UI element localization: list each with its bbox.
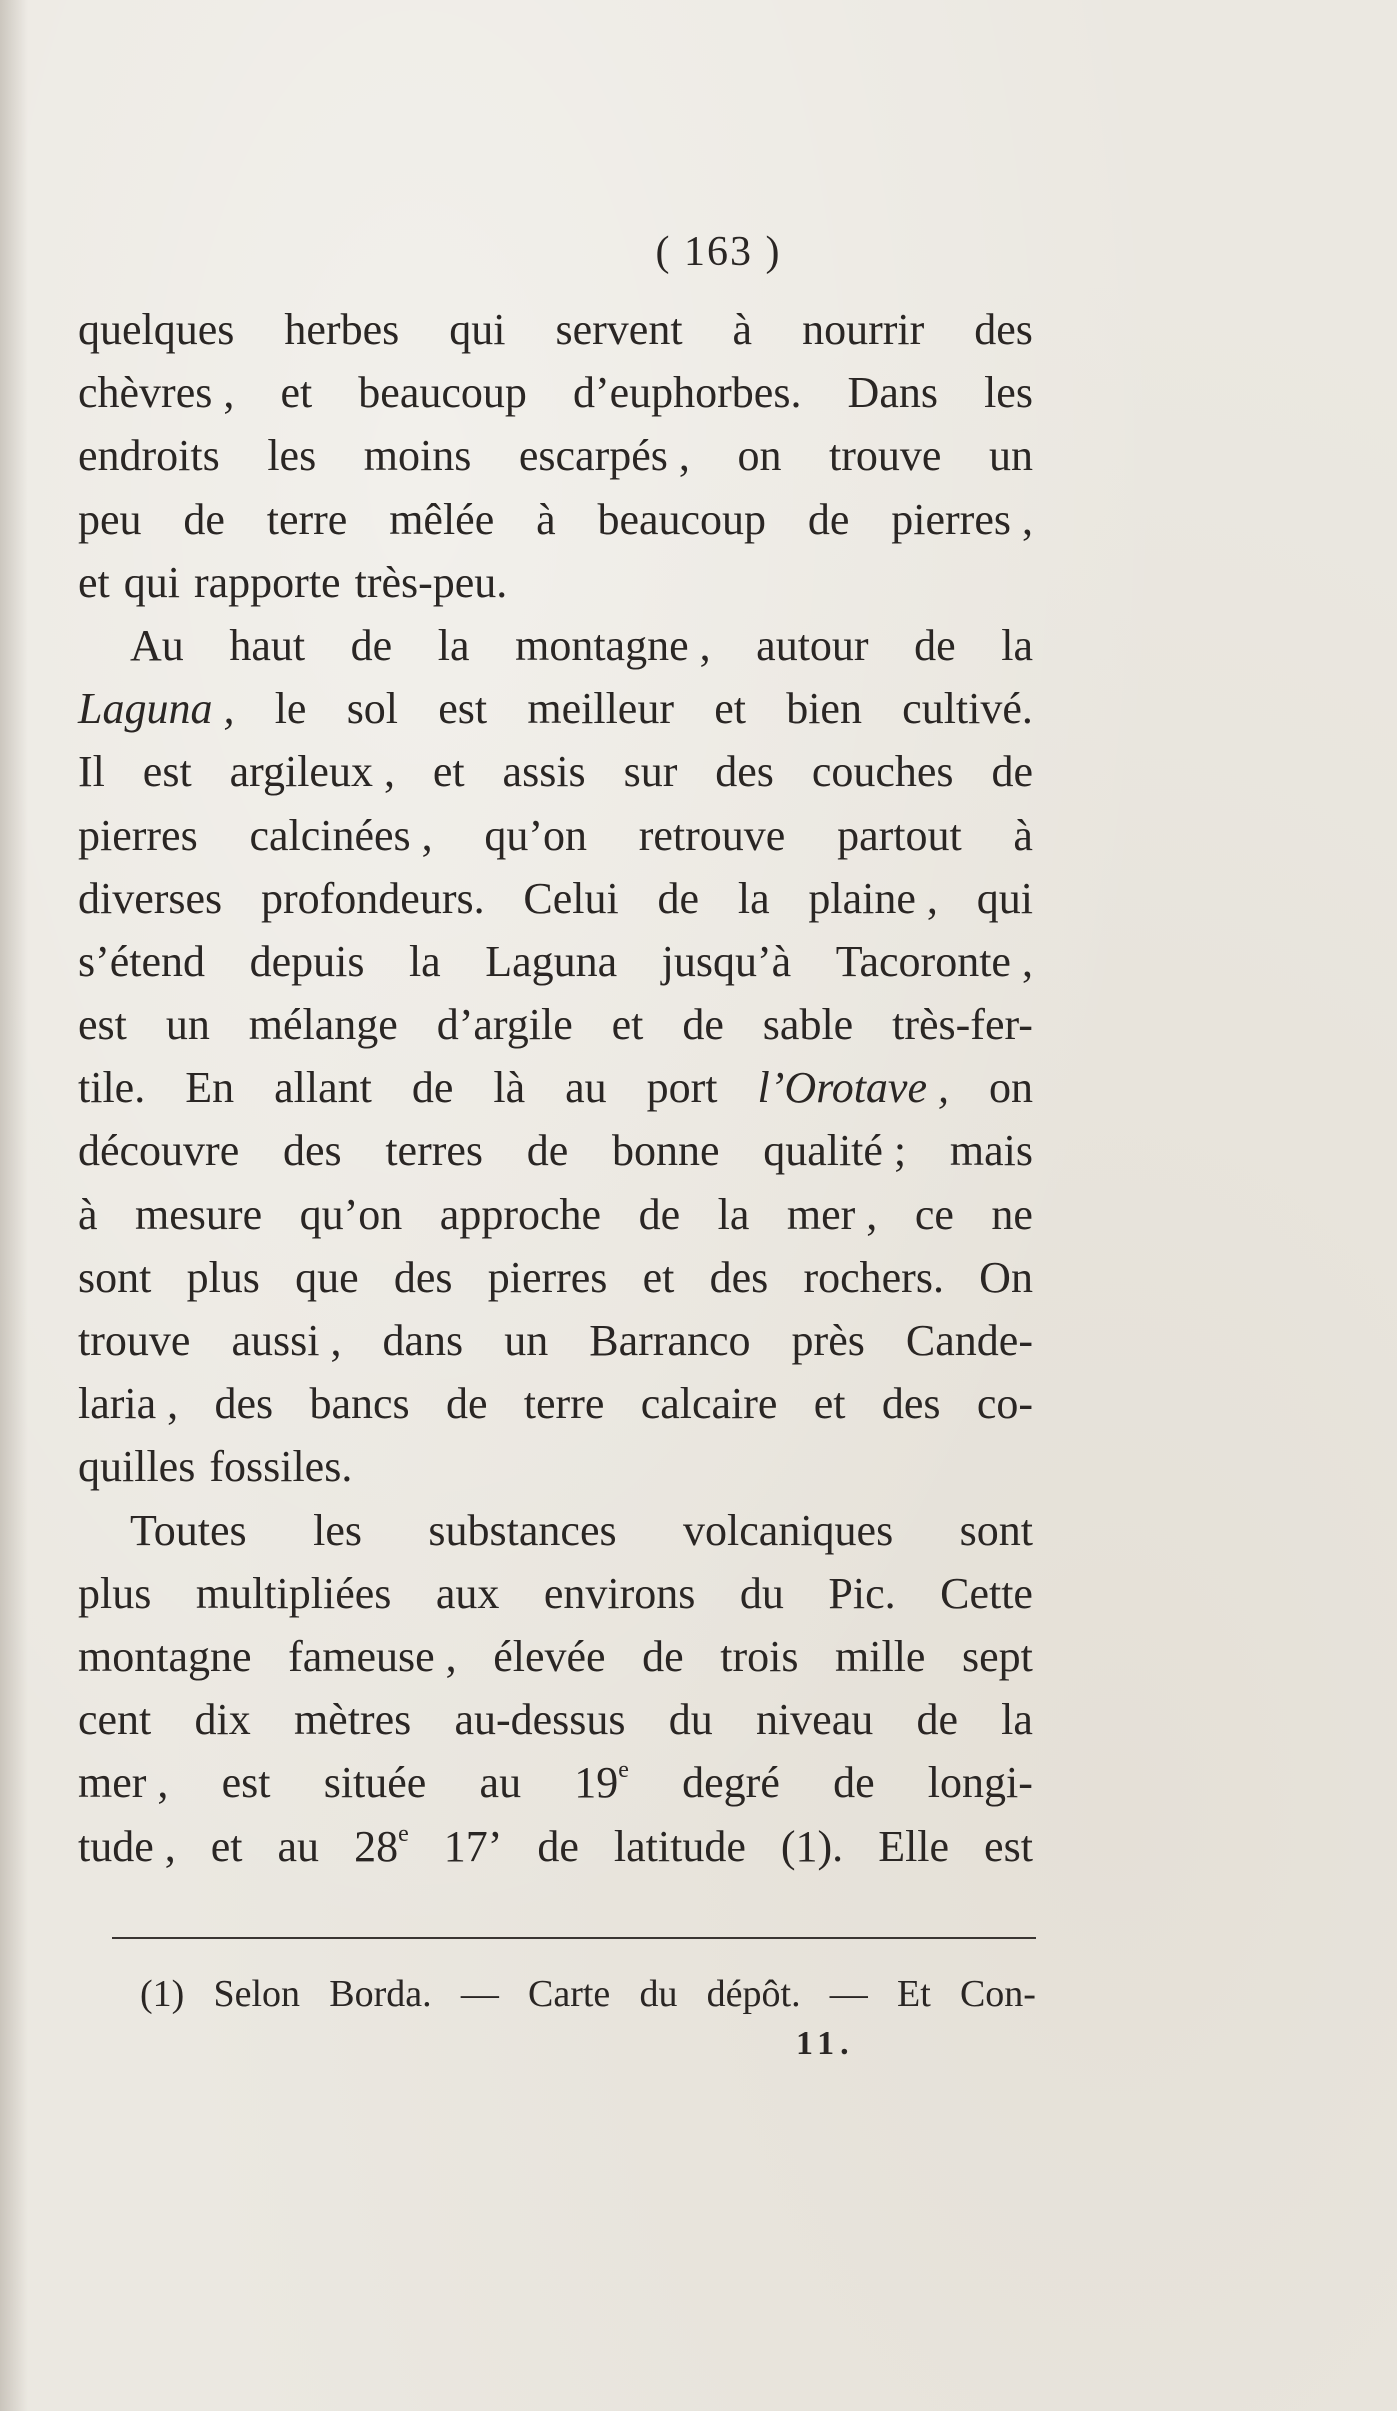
word: de [638,1189,681,1239]
text-line [78,1056,1033,1119]
word: plus [186,1252,260,1302]
word: et [210,1821,243,1871]
word: fossiles. [209,1442,353,1492]
footnote-word: — [460,1973,499,2015]
word: mesure [135,1189,263,1239]
word: qui [449,305,506,354]
text-line [78,1119,1033,1182]
footnote-word: Carte [528,1973,611,2015]
word: profondeurs. [260,873,485,923]
word: bonne [611,1126,720,1176]
word: de [833,1758,875,1808]
text-line [78,1562,1033,1625]
word: mêlée [389,494,495,544]
word: de [914,620,956,670]
word: de [526,1126,569,1176]
text-line [78,1499,1033,1562]
word: pierres [487,1252,608,1302]
word: très-peu. [354,557,508,607]
word: diverses [78,873,223,923]
word: ce [914,1189,954,1239]
footnote-rule [112,1937,1036,1939]
word: bien [786,684,862,734]
word: qualité ; [763,1126,907,1176]
word: En [185,1063,235,1113]
word: dix [194,1695,251,1745]
word: les [267,431,317,481]
word: des [393,1252,453,1302]
word: partout [837,810,962,860]
word: allant [274,1063,372,1113]
word: jusqu’à [661,936,792,986]
text-line [78,1751,1033,1814]
word: qui [123,557,180,607]
word: beaucoup [597,494,767,544]
word: 28e [354,1820,409,1871]
word: degré [682,1758,780,1808]
body-text [78,298,1033,1878]
word: moins [363,431,472,481]
text-line [78,804,1033,867]
word: très-fer- [892,1000,1033,1050]
word: du [668,1695,713,1745]
word: à [78,1189,98,1239]
word: servent [555,305,683,354]
word: et [813,1379,846,1429]
word: sable [762,1000,854,1050]
word: est [438,684,488,734]
word: que [295,1252,359,1302]
word: Barranco [589,1316,751,1365]
word: sont [78,1252,152,1302]
page-number: ( 163 ) [655,229,782,275]
word: et [642,1252,675,1302]
word: des [709,1252,769,1302]
word: On [979,1252,1033,1302]
word: des [282,1126,342,1176]
word: élevée [493,1631,606,1681]
word: calcinées , [249,810,433,860]
word: couches [811,747,954,797]
word: au [277,1821,320,1871]
word: multipliées [195,1568,392,1618]
word: s’étend [78,936,206,986]
word: trois [720,1631,799,1681]
word: Il [78,747,105,797]
text-line [78,740,1033,803]
word: au-dessus [454,1695,626,1745]
word: des [214,1379,274,1429]
word: d’euphorbes. [572,368,802,418]
word: mer , [786,1189,878,1239]
word: Au [130,620,184,670]
footnote-word: Et [896,1973,931,2015]
word: ne [991,1189,1033,1239]
footnote-word: Con- [959,1973,1036,2015]
text-line [78,1815,1033,1878]
word: de [183,494,225,544]
footnote-word: — [829,1973,868,2015]
word: à [536,494,556,544]
word: latitude [613,1821,746,1871]
word: mélange [248,1000,398,1050]
word: la [408,936,441,986]
word: Toutes [130,1505,247,1555]
word: qu’on [299,1189,403,1239]
word: est [142,747,192,797]
word: Dans [847,368,938,418]
word: qui [976,873,1033,923]
word: haut [229,620,306,670]
word: cent [78,1695,152,1745]
word: et [611,1000,644,1050]
word: des [715,747,774,797]
word: herbes [284,305,400,354]
word: niveau [755,1695,874,1745]
word: quilles [78,1442,196,1492]
word: mais [949,1126,1033,1176]
word: terres [385,1126,484,1176]
word: port [646,1063,718,1113]
word: dans [382,1316,464,1365]
word: à [732,305,753,354]
text-line [78,1688,1033,1751]
word: Elle [878,1821,950,1871]
word: environs [543,1568,696,1618]
word: argileux , [229,747,395,797]
word: de [537,1821,579,1871]
word: plus [78,1568,152,1618]
word: la [1001,1695,1033,1745]
word: chèvres , [78,368,235,418]
word: pierres , [891,494,1033,544]
footnote-word: (1) [140,1973,185,2015]
word: 19e [574,1757,629,1808]
text-line [78,993,1033,1056]
word: terre [523,1379,605,1429]
word: des [881,1379,941,1429]
word: on [988,1063,1033,1113]
word: Celui [523,873,619,923]
word: et [78,557,110,607]
word: au [479,1758,522,1808]
word: on [737,431,782,481]
footnote-word: Borda. [329,1973,432,2015]
word: de [807,494,850,544]
word: aussi , [231,1316,342,1365]
word: la [1001,620,1033,670]
word: Laguna , [78,684,235,734]
word: est [78,1000,127,1050]
word: mille [835,1631,926,1681]
word: laria , [78,1379,179,1429]
word: 17’ [443,1821,503,1871]
word: (1). [780,1821,844,1871]
text-line [78,1625,1033,1688]
text-line [78,1309,1033,1372]
word: l’Orotave , [757,1063,949,1113]
word: rapporte [194,557,341,607]
word: d’argile [436,1000,573,1050]
word: sol [346,684,399,734]
footnote-word: Selon [213,1973,301,2015]
word: volcaniques [683,1505,894,1555]
word: les [313,1505,362,1555]
word: montagne [78,1631,252,1681]
word: sept [962,1631,1033,1681]
word: Cette [940,1568,1033,1618]
text-line [78,298,1033,361]
word: sont [959,1505,1033,1555]
word: assis [502,747,586,797]
word: bancs [309,1379,410,1429]
word: le [274,684,307,734]
word: meilleur [527,684,674,734]
word: découvre [78,1126,240,1176]
text-line [78,551,1033,614]
text-line [78,930,1033,993]
word: mètres [293,1695,412,1745]
word: la [717,1189,750,1239]
word: retrouve [638,810,786,860]
spine-shadow [0,0,28,2411]
text-line [78,488,1033,551]
word: mer , [78,1758,169,1808]
word: de [411,1063,454,1113]
word: de [445,1379,488,1429]
word: un [504,1316,549,1365]
text-line [78,1246,1033,1309]
word: de [657,873,700,923]
word: tile. [78,1063,146,1113]
footnote-word: du [639,1973,678,2015]
text-line [78,1372,1033,1435]
word: Cande- [905,1316,1033,1365]
word: et [432,747,465,797]
word: co- [976,1379,1033,1429]
word: autour [756,620,869,670]
text-line [78,867,1033,930]
text-line [78,1435,1033,1498]
word: beaucoup [358,368,527,418]
word: substances [428,1505,617,1555]
word: et [714,684,746,734]
word: qu’on [484,810,588,860]
word: est [984,1821,1033,1871]
word: cultivé. [902,684,1033,734]
word: sur [623,747,678,797]
word: Pic. [828,1568,896,1618]
word: là [493,1063,526,1113]
word: de [682,1000,724,1050]
word: un [165,1000,210,1050]
word: rochers. [803,1252,944,1302]
text-line [78,614,1033,677]
word: du [739,1568,784,1618]
word: depuis [249,936,365,986]
word: aux [435,1568,500,1618]
word: la [737,873,770,923]
word: terre [266,494,348,544]
word: nourrir [802,305,925,354]
word: approche [439,1189,602,1239]
word: est [221,1758,271,1808]
word: de [642,1631,684,1681]
word: à [1013,810,1033,860]
word: fameuse , [288,1631,457,1681]
word: des [974,305,1033,354]
word: près [791,1316,865,1365]
word: peu [78,494,142,544]
word: les [984,368,1033,418]
word: de [916,1695,958,1745]
word: au [565,1063,607,1113]
word: la [437,620,470,670]
text-line [78,424,1033,487]
word: Laguna [485,936,618,986]
word: Tacoronte , [835,936,1033,986]
footnote-word: dépôt. [706,1973,801,2015]
word: tude , [78,1821,176,1871]
word: de [991,747,1033,797]
word: plaine , [808,873,938,923]
word: un [988,431,1033,481]
text-line [78,1183,1033,1246]
word: et [280,368,313,418]
footnote [140,1968,1036,2020]
word: de [350,620,393,670]
word: trouve [828,431,942,481]
word: calcaire [640,1379,778,1429]
word: montagne , [515,620,711,670]
text-line [78,677,1033,740]
word: escarpés , [518,431,690,481]
word: endroits [78,431,220,481]
word: pierres [78,810,198,860]
word: trouve [78,1316,191,1365]
word: située [323,1758,427,1808]
signature-mark: 11. [796,2025,855,2062]
word: longi- [927,1758,1033,1808]
word: quelques [78,305,235,354]
text-line [78,361,1033,424]
